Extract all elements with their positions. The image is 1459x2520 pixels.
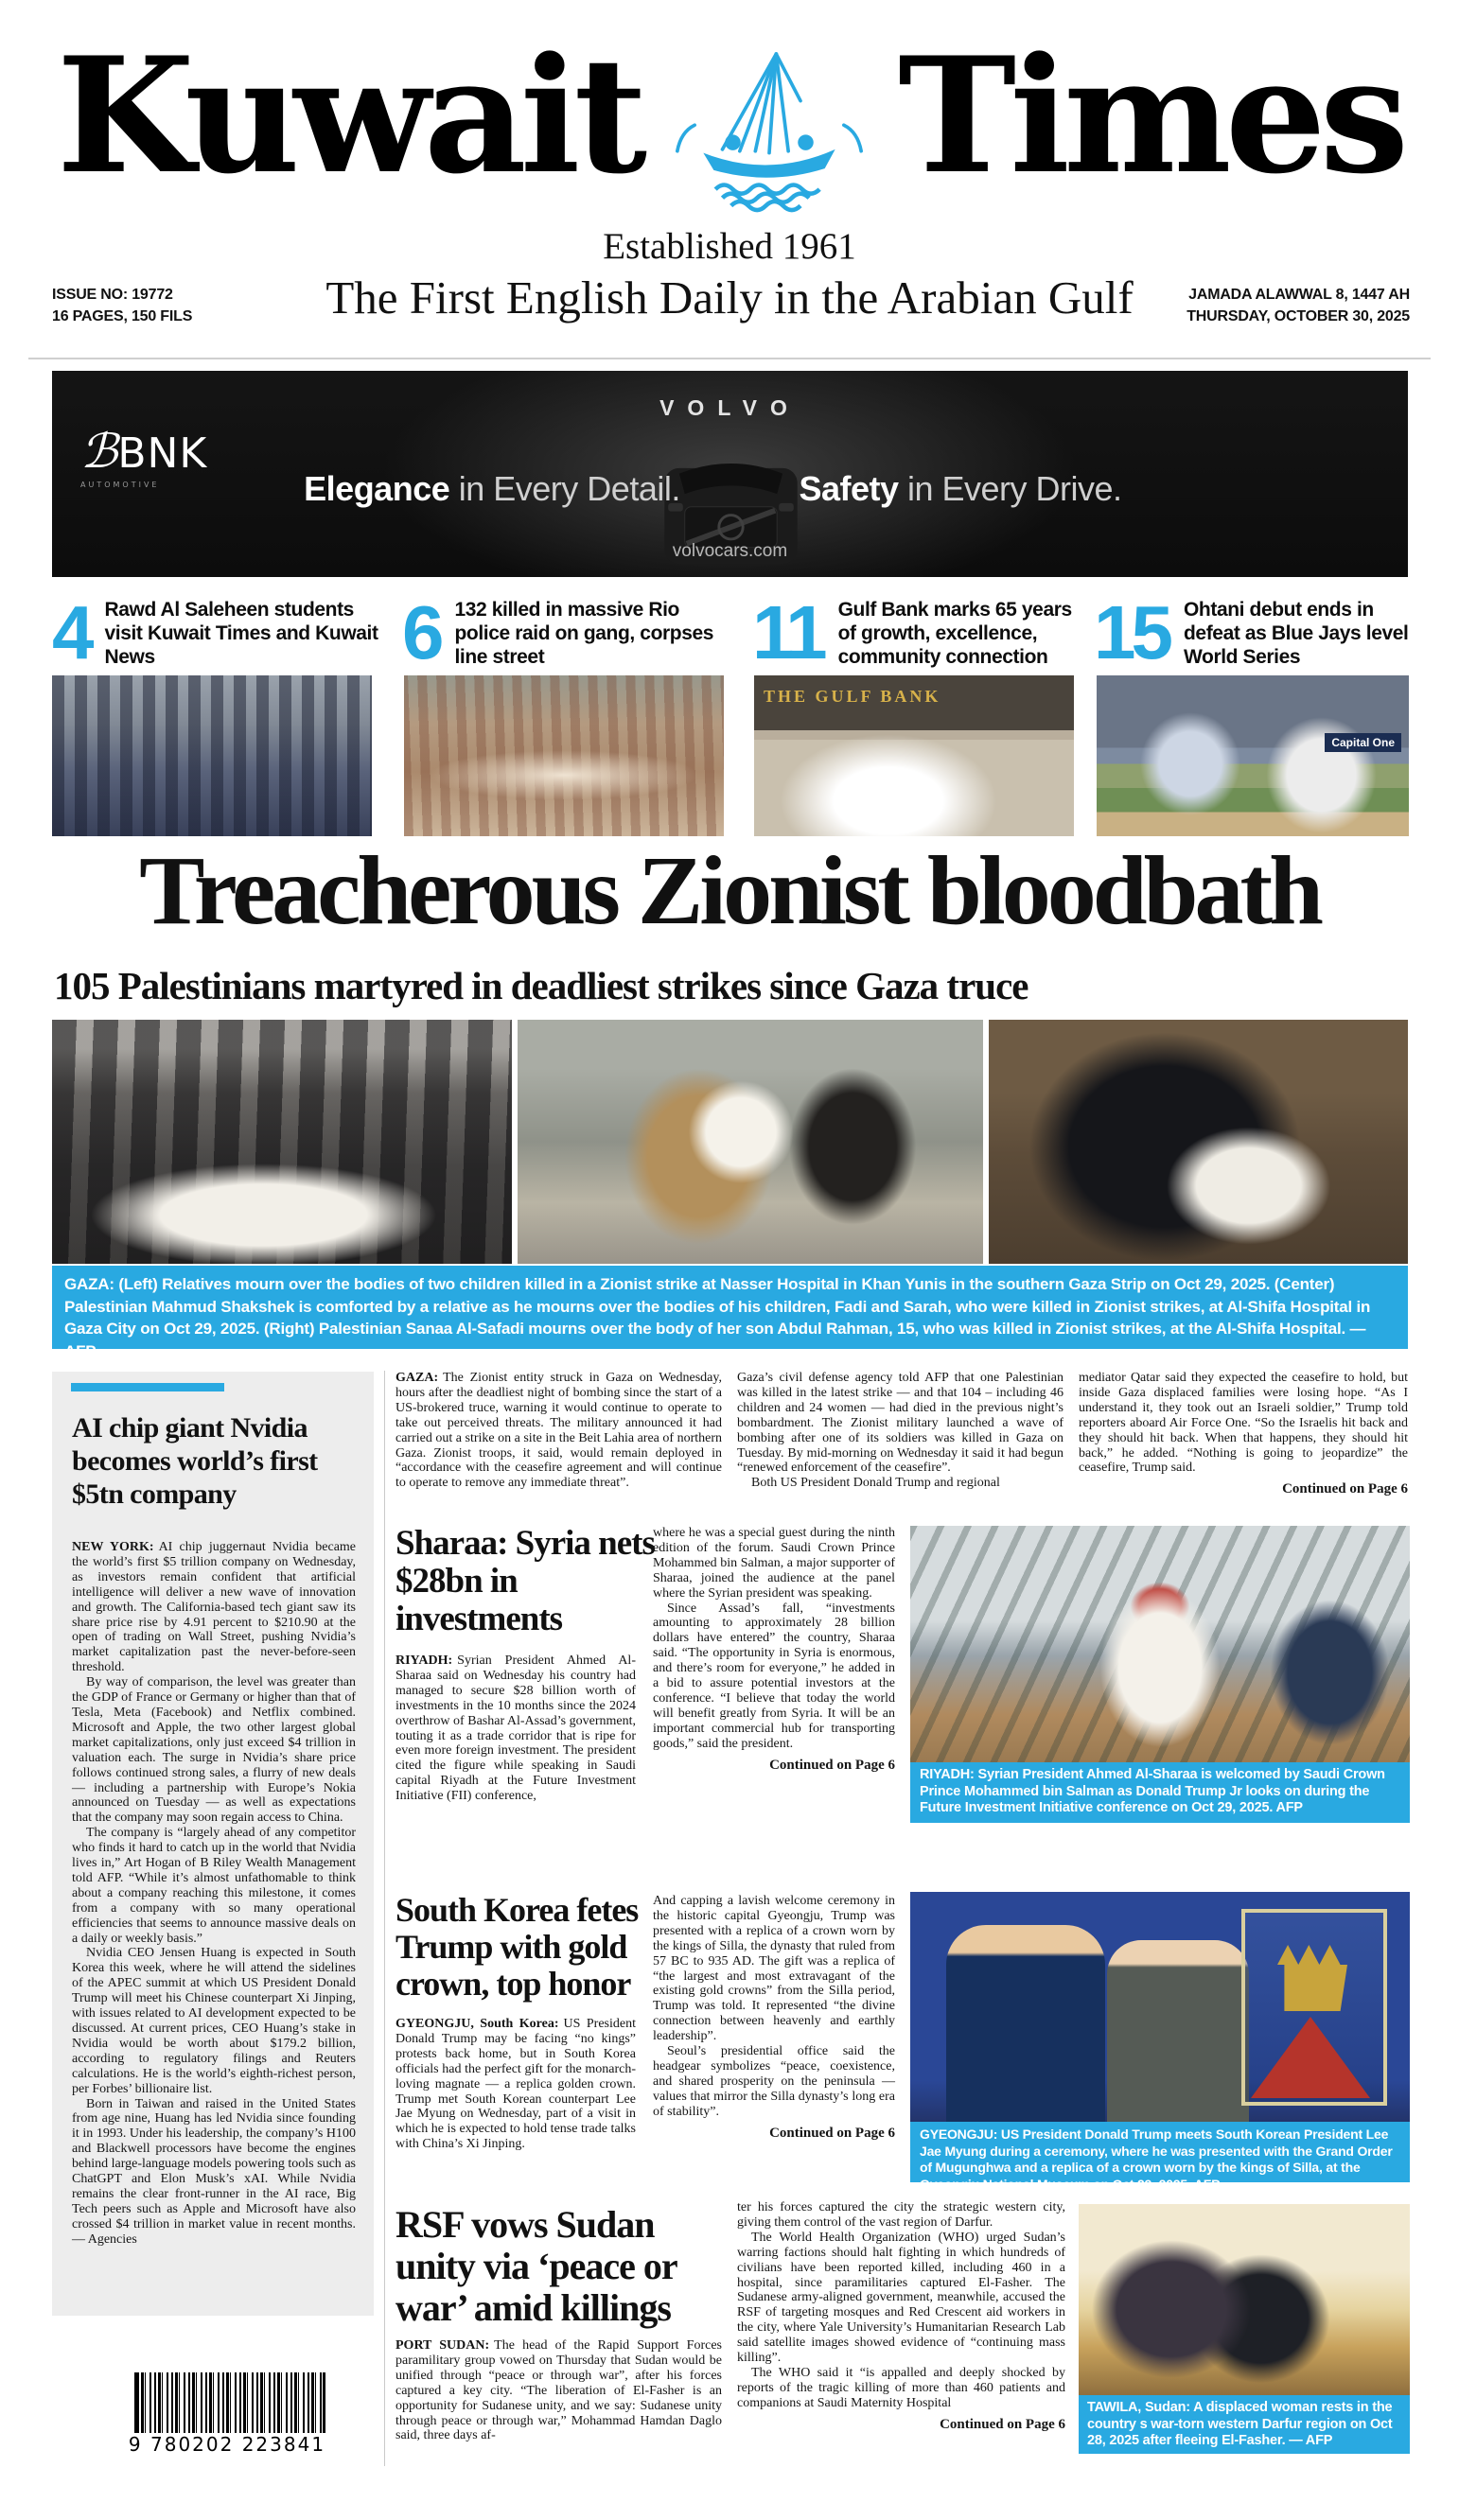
sharaa-headline: Sharaa: Syria nets $28bn in investments <box>396 1524 655 1638</box>
masthead-tagline: The First English Daily in the Arabian Gulf <box>325 271 1134 324</box>
issue-number: ISSUE NO: 19772 <box>52 287 173 303</box>
nvidia-paragraph: Nvidia CEO Jensen Huang is expected in South Korea this week, where he will attend the sidelines of the APEC summit at which US President Donald Trump will meet his Chinese counterpart Xi Jinping, with issues related to AI development expected to be discussed. At current prices, CEO Huang’s stake in Nvidia would be worth about $179.2 billion, according to regulatory filings and Reuters calculations. He is the world’s eighth-richest person, per Forbes’ billionaire list. <box>72 1946 356 2096</box>
ad-tagline-right-rest: in Every Drive. <box>898 469 1122 508</box>
continued-on-page-6[interactable]: Continued on Page 6 <box>940 2416 1065 2432</box>
lead-headline: Treacherous Zionist bloodbath <box>139 836 1320 945</box>
photo-sharaa-mbs-fii <box>910 1526 1410 1762</box>
continued-on-page-6[interactable]: Continued on Page 6 <box>769 2125 895 2141</box>
teaser-text: Gulf Bank marks 65 years of growth, excellence, community connection <box>837 598 1072 668</box>
rsf-text: The head of the Rapid Support Forces paramilitary group vowed on Thursday that Sudan would be unified through “peace or through war”, after his forces captured a key city. “The liberation of El-Fasher is an opportunity for Sudanese unity, and we say: Sudanese unity through peace or through war,” Mohammad Hamdan Daglo said, three days af- <box>396 2338 722 2443</box>
korea-column-1 <box>396 2017 636 2152</box>
teaser-text: 132 killed in massive Rio police raid on gang, corpses line street <box>454 598 714 668</box>
teaser-text: Ohtani debut ends in defeat as Blue Jays level World Series <box>1183 598 1409 668</box>
sharaa-text: where he was a special guest during the ninth edition of the forum. Saudi Crown Prince Mohammed bin Salman, a major supporter of Sharaa, joined the audience at the panel where the Syrian president was speaking. <box>653 1526 895 1601</box>
lead-article-column-2 <box>737 1371 1063 1491</box>
lead-subheadline: 105 Palestinians martyred in deadliest strikes since Gaza truce <box>54 964 1028 1007</box>
nvidia-paragraph: By way of comparison, the level was greater than the GDP of France or Germany or higher than that of Tesla, Meta (Facebook) and Netflix combined. Microsoft and Apple, the two other largest global market capitalizations, only just exceed $4 trillion in valuation each. The surge in Nvidia’s share price follows continued strong sales, a flurry of new deals — including a partnership with Europe’s Nokia announced on Tuesday — as well as expectations that the company may soon regain access to China. <box>72 1675 356 1826</box>
dateline: GAZA: <box>396 1371 439 1385</box>
photo-caption-trump-lee: GYEONGJU: US President Donald Trump meets South Korean President Lee Jae Myung during a ceremony, where he was presented with the Grand Order of Mugunghwa and a replica of a crown worn by the kings of Silla, at the Gyeongju National Museum on Oct 29, 2025. AFP <box>910 2122 1410 2182</box>
red-display-cloth <box>1251 2017 1370 2098</box>
teaser-page-6[interactable] <box>402 592 735 674</box>
stadium-ad-text: Capital One <box>1325 733 1401 752</box>
ad-url: volvocars.com <box>672 541 788 561</box>
korea-text: And capping a lavish welcome ceremony in the historic capital Gyeongju, Trump was presented with a replica of a crown worn by the kings of Silla, the dynasty that ruled from 57 BC to 935 AD. The gift was a replica of “the largest and most extravagant of the existing gold crowns” from the Silla period, Trump was told. It represented “the divine connection between heavenly and earthly leadership”. <box>653 1894 895 2044</box>
rsf-text: ter his forces captured the city the strategic western city, giving them control of the vast region of Darfur. <box>737 2200 1065 2230</box>
sharaa-text: Syrian President Ahmed Al-Sharaa said on Wednesday his country had managed to secure $28 billion worth of investments in the 10 months since the 2024 overthrow of Bashar Al-Assad’s government, touting it as a trade corridor that is ripe for even more foreign investment. The president cited the figure while speaking in Saudi capital Riyadh at the Future Investment Initiative (FII) conference, <box>396 1654 636 1804</box>
nvidia-headline: AI chip giant Nvidia becomes world’s first $5tn company <box>72 1412 318 1510</box>
continued-on-page-6[interactable]: Continued on Page 6 <box>1282 1481 1408 1497</box>
ad-tagline-right <box>762 469 1159 509</box>
lead-photo-caption: GAZA: (Left) Relatives mourn over the bodies of two children killed in a Zionist strike at Nasser Hospital in Khan Yunis in the southern Gaza Strip on Oct 29, 2025. (Center) Palestinian Mahmud Shakshek is comforted by a relative as he mourns over the bodies of his children, Fadi and Sarah, who were killed in Zionist strikes, at Al-Shifa Hospital in Gaza City on Oct 29, 2025. (Right) Palestinian Sanaa Al-Safadi mourns over the body of her son Abdul Rahman, 15, who was killed in Zionist strikes, at the Al-Shifa Hospital. — AFP <box>52 1266 1408 1349</box>
teaser-text: Rawd Al Saleheen students visit Kuwait Times and Kuwait News <box>104 598 378 668</box>
lead-article-text: Gaza’s civil defense agency told AFP that one Palestinian was killed in the latest strike — and that 104 – including 46 children and 24 women — had died in the previous night’s bombardment. The Zionist military launched a wave of bombing after one of its soldiers was killed in Gaza on Tuesday. By mid-morning on Wednesday it said it had begun “renewed enforcement of the ceasefire”. <box>737 1371 1063 1476</box>
gulf-bank-sign-text: THE GULF BANK <box>764 687 941 706</box>
volvo-wordmark: VOLVO <box>659 395 800 420</box>
teaser-photo-world-series <box>1097 675 1409 836</box>
bnk-logo-subtext: AUTOMOTIVE <box>80 481 160 489</box>
pages-price: 16 PAGES, 150 FILS <box>52 308 193 324</box>
lead-article-text: Both US President Donald Trump and regional <box>751 1476 1000 1491</box>
teaser-photo-rio-raid <box>404 675 724 836</box>
korea-headline: South Korea fetes Trump with gold crown, top honor <box>396 1891 639 2003</box>
established-line: Established 1961 <box>603 226 856 267</box>
lead-article-column-3 <box>1079 1371 1408 1497</box>
column-rule <box>384 1371 385 2466</box>
teaser-photo-gulf-bank <box>754 675 1074 836</box>
rsf-text: The World Health Organization (WHO) urged Sudan’s warring factions should halt fighting in which hundreds of civilians have been reported killed, including 460 in a hospital, since paramilitaries captured El-Fasher. The Sudanese army-aligned government, meanwhile, accused the RSF of targeting mosques and Red Crescent aid workers in the city, where Yale University’s Humanitarian Research Lab said satellite images showed evidence of “continuing mass killing”. <box>737 2230 1065 2366</box>
photo-caption-sharaa: RIYADH: Syrian President Ahmed Al-Sharaa is welcomed by Saudi Crown Prince Mohammed bin Salman as Donald Trump Jr looks on during the Future Investment Initiative conference on Oct 29, 2025. AFP <box>910 1762 1410 1823</box>
photo-tawila-displaced-woman <box>1079 2204 1410 2395</box>
teaser-page-number: 11 <box>752 590 823 674</box>
ad-tagline-left <box>293 469 691 509</box>
continued-on-page-6[interactable]: Continued on Page 6 <box>769 1757 895 1773</box>
teaser-photo-students-visit <box>52 675 372 836</box>
masthead-title-kuwait: Kuwait <box>56 22 642 209</box>
gregorian-date: THURSDAY, OCTOBER 30, 2025 <box>1187 308 1410 324</box>
bnk-automotive-logo <box>80 424 207 489</box>
lead-photo-mother-mourning <box>989 1020 1408 1264</box>
teaser-page-number: 6 <box>402 590 440 674</box>
korea-text: US President Donald Trump may be facing “no kings” protests back home, but in South Korea officials had the perfect gift for the monarch-loving magnate — a replica golden crown. Trump met South Korean counterpart Lee Jae Myung on Wednesday, part of a visit in which he is expected to hold tense trade talks with China’s Xi Jinping. <box>396 2017 636 2152</box>
masthead-divider <box>28 358 1431 359</box>
korea-column-2 <box>653 1894 895 2142</box>
teaser-page-4[interactable] <box>52 592 385 674</box>
gold-crown-display-case <box>1241 1909 1387 2106</box>
rsf-column-2 <box>737 2200 1065 2433</box>
teaser-page-15[interactable] <box>1094 592 1434 674</box>
lead-photo-khan-yunis-mourning <box>52 1020 512 1264</box>
issue-barcode <box>134 2372 325 2433</box>
trump-figure <box>946 1925 1105 2122</box>
korea-text: Seoul’s presidential office said the headgear symbolizes “peace, coexistence, and shared prosperity on the peninsula — values that mirror the Silla dynasty’s long era of stability”. <box>653 2044 895 2119</box>
dateline: GYEONGJU, South Korea: <box>396 2017 559 2031</box>
accent-bar <box>71 1383 224 1391</box>
rsf-headline: RSF vows Sudan unity via ‘peace or war’ amid killings <box>396 2203 677 2329</box>
dateline: PORT SUDAN: <box>396 2338 490 2353</box>
bnk-logo-text: BNK <box>117 429 208 478</box>
dhow-ship-logo <box>665 43 873 213</box>
nvidia-paragraph: AI chip juggernaut Nvidia became the world’s first $5 trillion company on Wednesday, as investors remain confident that artificial intelligence will deliver a new wave of innovation and growth. The California-based tech giant saw its share price rise by 4.91 percent to $210.90 at the open of trading on Wall Street, pushing Nvidia’s market capitalization past the never-before-seen threshold. <box>72 1540 357 1675</box>
masthead <box>38 9 1421 221</box>
lee-jae-myung-figure <box>1107 1940 1249 2122</box>
nvidia-paragraph: Born in Taiwan and raised in the United States from age nine, Huang has led Nvidia since founding it in 1993. Under his leadership, the company’s H100 and Blackwell processors have become the engines behind large-language models powering tools such as ChatGPT and Elon Musk’s xAI. While Nvidia remains the clear front-runner in the AI race, Big Tech peers such as Apple and Microsoft have also crossed $4 trillion in market value in recent months. — Agencies <box>72 2096 356 2247</box>
rsf-text: The WHO said it “is appalled and deeply shocked by reports of the tragic killing of more than 460 patients and companions at Saudi Maternity Hospital <box>737 2365 1065 2410</box>
teaser-page-number: 15 <box>1094 590 1169 674</box>
volvo-ad-banner[interactable] <box>52 371 1408 577</box>
nvidia-article-body <box>72 1540 356 2248</box>
sharaa-text: Since Assad’s fall, “investments amounting to approximately 28 billion dollars have entered” the country, Sharaa said. “The opportunity in Syria is enormous, and there’s room for everyone,” he added in a bid to assure potential investors at the conference. “I believe that today the world will benefit greatly from Syria. It will be an important commercial hub for transporting goods,” said the president. <box>653 1601 895 1751</box>
lead-photo-al-shifa-father <box>518 1020 983 1264</box>
sharaa-column-2 <box>653 1526 895 1774</box>
photo-trump-lee-crown <box>910 1892 1410 2122</box>
hijri-date: JAMADA ALAWWAL 8, 1447 AH <box>1188 287 1410 303</box>
silla-gold-crown <box>1277 1945 1347 2011</box>
dateline: RIYADH: <box>396 1654 453 1668</box>
rsf-column-1 <box>396 2338 722 2443</box>
bnk-script-glyph: ℬ <box>80 424 118 479</box>
lead-article-column-1 <box>396 1371 722 1491</box>
teaser-page-number: 4 <box>52 590 90 674</box>
dateline: NEW YORK: <box>72 1540 154 1554</box>
lead-article-text: The Zionist entity struck in Gaza on Wednesday, hours after the deadliest night of bombing since the start of a US-brokered truce, warning it would continue to operate to take out perceived threats. The military announced it had carried out a strike on a site in the Beit Lahia area of northern Gaza. Zionist troops, it said, would remain deployed in “accordance with the ceasefire agreement and will continue to operate to remove any immediate threat”. <box>396 1371 722 1491</box>
sharaa-column-1 <box>396 1654 636 1804</box>
ad-tagline-left-rest: in Every Detail. <box>449 469 680 508</box>
nvidia-paragraph: The company is “largely ahead of any competitor who finds it hard to catch up in the world that Nvidia lives in,” Art Hogan of B Riley Wealth Management told AFP. “While it’s almost unfathomable to think about a company reaching this milestone, it comes from a company with so many operational efficiencies that seems to announce massive deals on a daily or weekly basis.” <box>72 1826 356 1946</box>
barcode-number: 9 780202 223841 <box>128 2433 326 2456</box>
masthead-title-times: Times <box>898 22 1403 209</box>
lead-article-text: mediator Qatar said they expected the ceasefire to hold, but inside Gaza displaced families were losing hope. “As I understand it, they took out an Israeli soldier,” Trump told reporters aboard Air Force One. “So the Israelis hit back and they should hit back. When that happens, they should hit back,” he added. “Nothing is going to jeopardize” the ceasefire, Trump said. <box>1079 1371 1408 1476</box>
photo-caption-tawila: TAWILA, Sudan: A displaced woman rests in the country s war-torn western Darfur region on Oct 28, 2025 after fleeing El-Fasher. — AFP <box>1079 2395 1410 2454</box>
ad-tagline-right-bold: Safety <box>799 469 899 508</box>
date-info <box>1187 284 1410 327</box>
ad-tagline-left-bold: Elegance <box>304 469 450 508</box>
teaser-page-11[interactable] <box>752 592 1089 674</box>
